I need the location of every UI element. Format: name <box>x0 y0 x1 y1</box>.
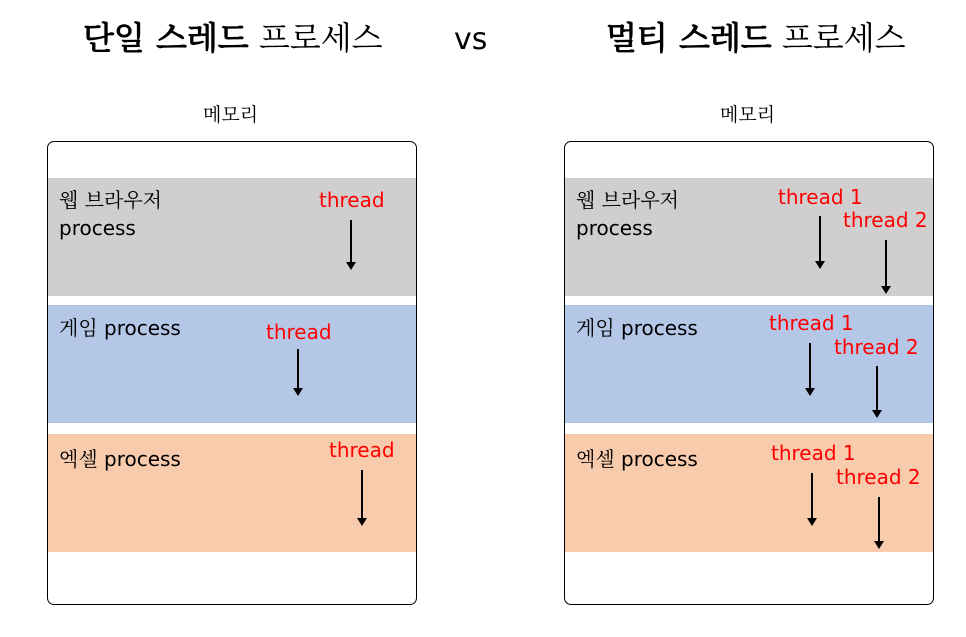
thread-label-web-left: thread <box>319 188 385 212</box>
thread-label-excel-left: thread <box>329 438 395 462</box>
thread-2-label-game-right: thread 2 <box>834 335 919 359</box>
thread-1-label-web-right: thread 1 <box>778 185 863 209</box>
single-thread-title-light: 프로세스 <box>258 19 383 57</box>
thread-2-label-excel-right: thread 2 <box>836 465 921 489</box>
memory-label-right: 메모리 <box>720 104 776 126</box>
thread-label-game-left: thread <box>266 320 332 344</box>
multi-thread-title-light: 프로세스 <box>781 19 906 57</box>
vs-label: vs <box>454 22 488 57</box>
process-label-web-right: 웹 브라우저 process <box>576 188 679 240</box>
single-thread-title <box>83 18 383 58</box>
process-label-excel-left: 엑셀 process <box>59 447 181 471</box>
memory-label-left: 메모리 <box>203 104 259 126</box>
thread-1-label-game-right: thread 1 <box>769 311 854 335</box>
multi-thread-title <box>606 18 906 58</box>
single-thread-title-bold: 단일 스레드 <box>83 19 249 57</box>
process-label-game-right: 게임 process <box>576 316 698 340</box>
process-label-game-left: 게임 process <box>59 316 181 340</box>
thread-1-label-excel-right: thread 1 <box>771 441 856 465</box>
thread-2-label-web-right: thread 2 <box>843 208 928 232</box>
multi-thread-title-bold: 멀티 스레드 <box>606 19 772 57</box>
process-label-web-left: 웹 브라우저 process <box>59 188 162 240</box>
process-label-excel-right: 엑셀 process <box>576 447 698 471</box>
